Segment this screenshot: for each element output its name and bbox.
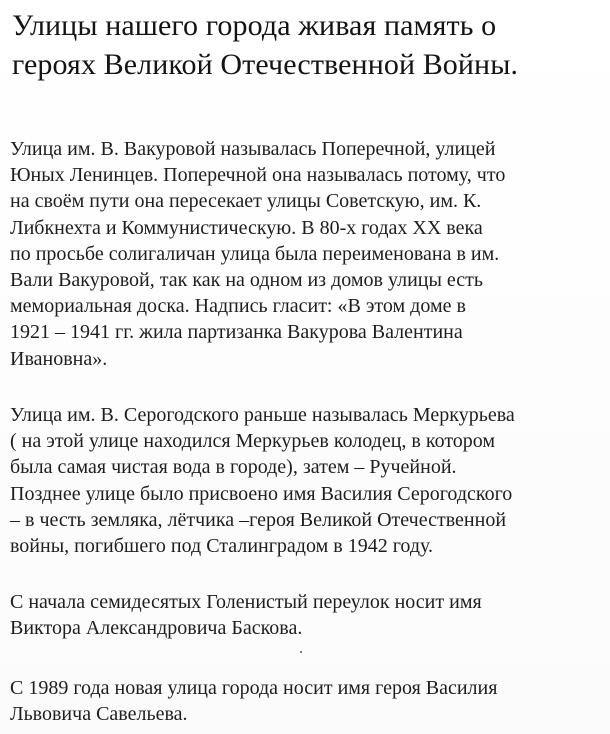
text-line: С 1989 года новая улица города носит имя героя Василия bbox=[10, 677, 498, 699]
text-line: на своём пути она пересекает улицы Советскую, им. К. bbox=[10, 190, 482, 213]
text-line: Улица им. В. Серогодского раньше называлась Меркурьева bbox=[10, 404, 515, 426]
text-line: Виктора Александровича Баскова. bbox=[10, 617, 303, 640]
text-line: – в честь земляка, лётчика –героя Великой Отечественной bbox=[10, 508, 507, 531]
text-line: Либкнехта и Коммунистическую. В 80-х годах XX века bbox=[10, 216, 483, 239]
text-line: войны, погибшего под Сталинградом в 1942 году. bbox=[10, 535, 433, 558]
text-line: С начала семидесятых Голенистый переулок носит имя bbox=[10, 591, 482, 613]
text-line: была самая чистая вода в городе), затем – Ручейной. bbox=[10, 456, 457, 479]
text-line: мемориальная доска. Надпись гласит: «В этом доме в bbox=[10, 295, 466, 318]
text-line: Юных Ленинцев. Поперечной она называлась потому, что bbox=[10, 164, 506, 187]
text-line: Ивановна». bbox=[10, 347, 108, 370]
text-line: Львовича Савельева. bbox=[10, 703, 188, 726]
paragraph-vakurova-street bbox=[10, 136, 606, 372]
title-line: героях Великой Отечественной Войны. bbox=[12, 48, 519, 81]
text-line: ( на этой улице находился Меркурьев колодец, в котором bbox=[10, 430, 496, 453]
text-line: 1921 – 1941 гг. жила партизанка Вакурова Валентина bbox=[10, 321, 463, 344]
text-line: Вали Вакуровой, так как на одном из домов улицы есть bbox=[10, 269, 484, 292]
paragraph-baskov-lane bbox=[10, 589, 606, 641]
title-line: Улицы нашего города живая память о bbox=[12, 9, 497, 42]
scan-speck bbox=[300, 651, 302, 653]
document-title bbox=[12, 6, 602, 84]
paragraph-serogodsky-street bbox=[10, 402, 606, 559]
text-line: Улица им. В. Вакуровой называлась Поперечной, улицей bbox=[10, 138, 496, 160]
paragraph-savelyev-street bbox=[10, 675, 606, 727]
text-line: по просьбе солигаличан улица была переименована в им. bbox=[10, 242, 500, 265]
text-line: Позднее улице было присвоено имя Василия Серогодского bbox=[10, 482, 513, 505]
